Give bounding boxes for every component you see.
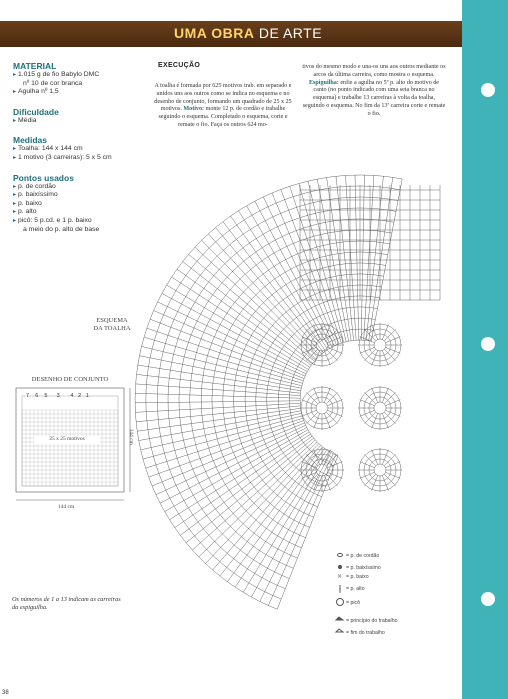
- assembly-label: DESENHO DE CONJUNTO: [31, 376, 109, 383]
- size-item: 1 motivo (3 carreiras): 5 x 5 cm: [18, 153, 112, 161]
- stitches-heading: Pontos usados: [13, 172, 74, 183]
- stitch-item: p. alto: [18, 208, 37, 216]
- legend-symbols: [336, 553, 344, 632]
- svg-text:×: ×: [337, 573, 343, 580]
- legend-item: = p. baixíssimo: [346, 565, 381, 571]
- stitch-item: a meio do p. alto de base: [23, 225, 100, 233]
- legend-item: = p. alto: [346, 586, 365, 592]
- assembly-drawing: [16, 388, 130, 500]
- grid-label: 25 x 25 motivos: [34, 436, 100, 444]
- dimension-side: 144 cm: [127, 428, 134, 445]
- page-title: UMA OBRA DE ARTE: [174, 25, 323, 41]
- legend-item: = fim do trabalho: [346, 630, 385, 636]
- legend-item: = picô: [346, 600, 360, 606]
- edging-caption: Os números de 1 a 13 indicam as carreiras da espiguilha.: [12, 596, 121, 611]
- stitch-item: p. baixo: [18, 199, 42, 207]
- stitch-item: picô: 5 p.cd. e 1 p. baixo: [18, 216, 92, 224]
- stitch-item: p. de cordão: [18, 182, 56, 190]
- size-item: Toalha: 144 x 144 cm: [18, 145, 83, 153]
- corner-numbers: 7 6 5 3 4 2 1: [26, 393, 89, 399]
- execution-text: A toalha é formada por 625 motivos trab. em separado e unidos uns aos outros como se indica no esquema e no desenho de conjunto, formando um quadrado de 25 x 25 motivos. Motivo: monte 12 p. de cordão e trabalhe seguindo o esquema. Completado o esquema, corte e remate o fio. Faça os outros 624 mo-: [154, 83, 292, 128]
- material-item: 1.015 g de fio Babylo DMC: [18, 71, 100, 78]
- legend-item: = p. de cordão: [346, 553, 380, 559]
- scheme-label: DA TOALHA: [93, 324, 131, 332]
- sizes-heading: Medidas: [13, 135, 48, 146]
- dimension-bottom: 144 cm: [57, 504, 75, 510]
- difficulty-value: Média: [18, 116, 37, 124]
- execution-heading: EXECUÇÃO: [158, 62, 201, 69]
- scheme-label: ESQUEMA: [96, 317, 128, 324]
- material-column: MATERIAL ▸ 1.015 g de fio Babylo DMC nº 10 de cor branca ▸ Agulha nº 1,5 Dificuldade ▸ Média Medidas ▸ Toalha: 144 x 144 cm ▸ 1 motivo (3 carreiras): 5 x 5 cm Pontos usados ▸ p. de cordão ▸ p. baixíssimo ▸ p. baixo ▸ p. alto ▸ picô: 5 p.cd. e 1 p. baixo a meio do p. alto de base: [13, 55, 148, 234]
- difficulty-heading: Dificuldade: [13, 106, 59, 117]
- material-item: nº 10 de cor branca: [23, 79, 83, 87]
- material-heading: MATERIAL: [13, 61, 57, 71]
- page-number: 38: [2, 690, 9, 696]
- legend-item: = princípio do trabalho: [346, 618, 398, 624]
- stitch-item: p. baixíssimo: [18, 191, 58, 199]
- legend-item: = p. baixo: [346, 574, 369, 580]
- execution-text-2: tivos do mesmo modo e una-os uns aos outros mediante os arcos da última carreira, como mostra o esquema. Espiguilha: enfie a agulha no 5º p. alto do motivo de canto (no ponto indicado com uma seta branca no esquema) e trabalhe 13 carreiras à volta da toalha, seguindo o esquema. No fim da 13ª carreira corte e remate o fio.: [302, 64, 446, 117]
- material-item: Agulha nº 1,5: [18, 88, 59, 96]
